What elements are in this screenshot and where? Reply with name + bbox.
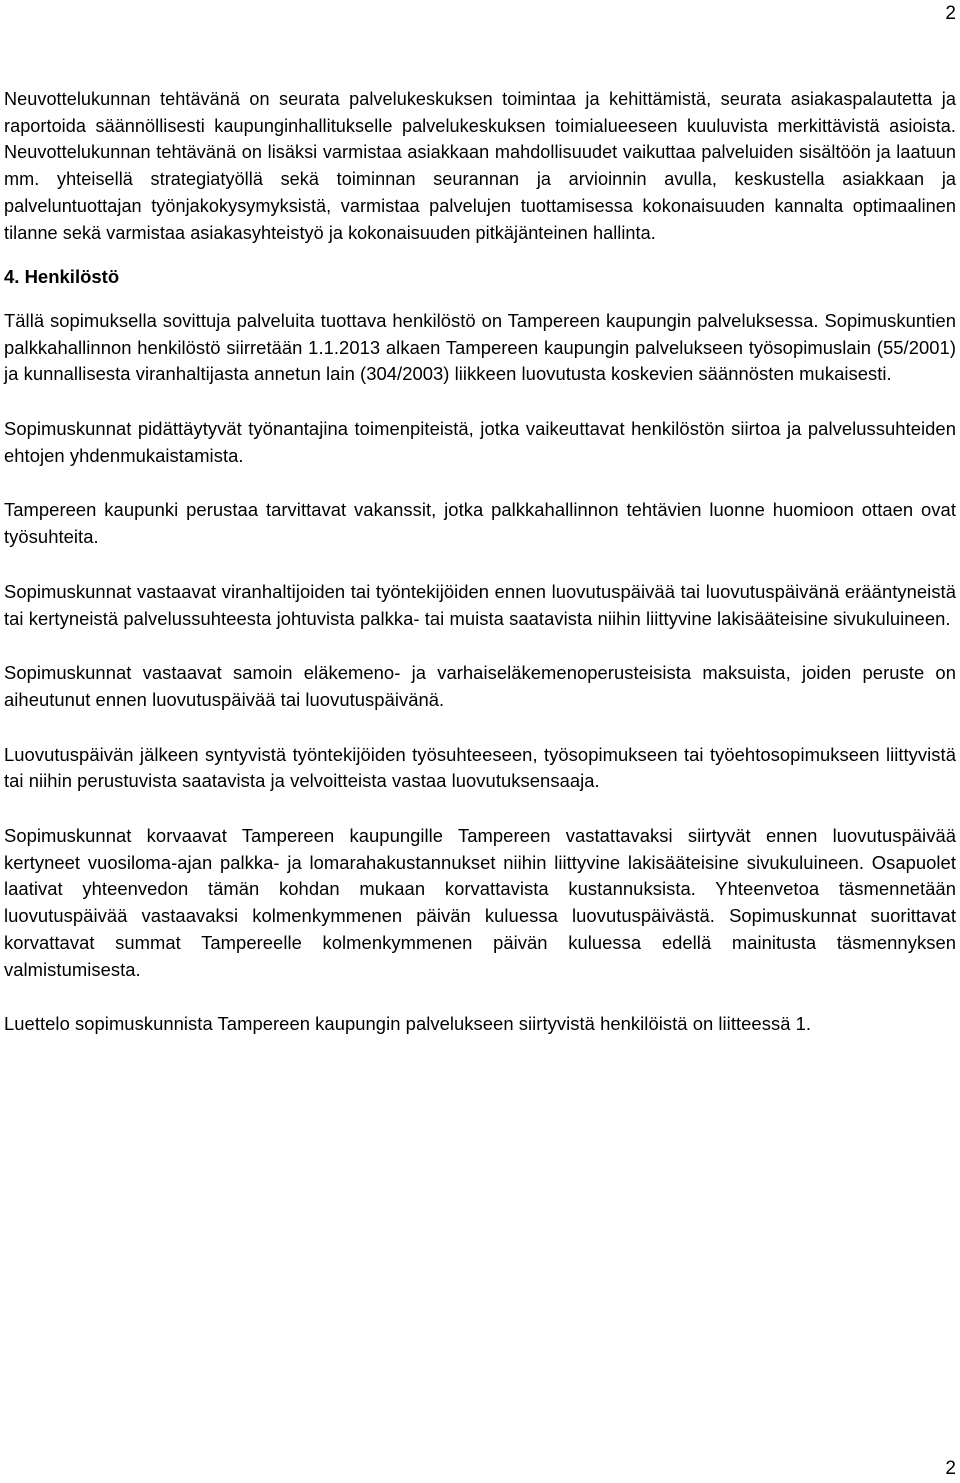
paragraph-employer-restraint: Sopimuskunnat pidättäytyvät työnantajina toimenpiteistä, jotka vaikeuttavat henkilöstön siirtoa ja palvelussuhteiden ehtojen yhdenmukaistamista.	[4, 418, 956, 466]
paragraph-pension-payments: Sopimuskunnat vastaavat samoin eläkemeno- ja varhaiseläkemenoperusteisista maksuista, joiden peruste on aiheutunut ennen luovutuspäivää tai luovutuspäivänä.	[4, 662, 956, 710]
page-number-top: 2	[945, 3, 956, 24]
paragraph-appendix-reference: Luettelo sopimuskunnista Tampereen kaupungin palvelukseen siirtyvistä henkilöistä on liitteessä 1.	[4, 1013, 812, 1035]
paragraph-post-transfer-obligations: Luovutuspäivän jälkeen syntyvistä työntekijöiden työsuhteeseen, työsopimukseen tai työehtosopimukseen liittyvistä tai niihin perustuvista saatavista ja velvoitteista vastaa luovutuksensaaja.	[4, 743, 956, 792]
paragraph-vacancies: Tampereen kaupunki perustaa tarvittavat vakanssit, jotka palkkahallinnon tehtävien luonne huomioon ottaen ovat työsuhteita.	[4, 499, 956, 548]
paragraph-staff-transfer: Tällä sopimuksella sovittuja palveluita tuottava henkilöstö on Tampereen kaupungin palveluksessa. Sopimuskuntien palkkahallinnon henkilöstö siirretään 1.1.2013 alkaen Tampereen kaupungin palvelukseen työsopimuslain (55/2001) ja kunnallisesta viranhaltijasta annetun lain (304/2003) liikkeen luovutusta koskevien säännösten mukaisesti.	[4, 309, 956, 385]
paragraph-holiday-compensation: Sopimuskunnat korvaavat Tampereen kaupungille Tampereen vastattavaksi siirtyvät ennen luovutuspäivää kertyneet vuosiloma-ajan palkka- ja lomarahakustannukset niihin liittyvine lakisääteisine sivukuluineen. Osapuolet laativat yhteenvedon tämän kohdan mukaan korvattavista kustannuksista. Yhteenvetoa täsmennetään luovutuspäivää vastaavaksi kolmenkymmenen päivän kuluessa luovutuspäivästä. Sopimuskunnat suorittavat korvattavat summat Tampereelle kolmenkymmenen päivän kuluessa edellä mainitusta täsmennyksen valmistumisesta.	[4, 825, 956, 980]
intro-paragraph: Neuvottelukunnan tehtävänä on seurata palvelukeskuksen toimintaa ja kehittämistä, seurata asiakaspalautetta ja raportoida säännöllisesti kaupunginhallitukselle palvelukeskuksen toimialueeseen kuuluvista merkittävistä asioista. Neuvottelukunnan tehtävänä on lisäksi varmistaa asiakkaan mahdollisuudet vaikuttaa palveluiden sisältöön ja laatuun mm. yhteisellä strategiatyöllä sekä toiminnan seurannan ja arvioinnin avulla, keskustella asiakkaan ja palveluntuottajan työnjakokysymyksistä, varmistaa palvelujen tuottamisessa kokonaisuuden kannalta optimaalinen tilanne sekä varmistaa asiakasyhteistyö ja kokonaisuuden pitkäjänteinen hallinta.	[4, 89, 956, 243]
paragraph-wage-liabilities: Sopimuskunnat vastaavat viranhaltijoiden tai työntekijöiden ennen luovutuspäivää tai luovutuspäivänä erääntyneistä tai kertyneistä palvelussuhteesta johtuvista palkka- tai muista saatavista niihin liittyvine lakisääteisine sivukuluineen.	[4, 580, 956, 629]
document-body	[4, 86, 956, 1038]
section-heading: 4. Henkilöstö	[4, 266, 120, 288]
page-number-bottom: 2	[945, 1458, 956, 1479]
